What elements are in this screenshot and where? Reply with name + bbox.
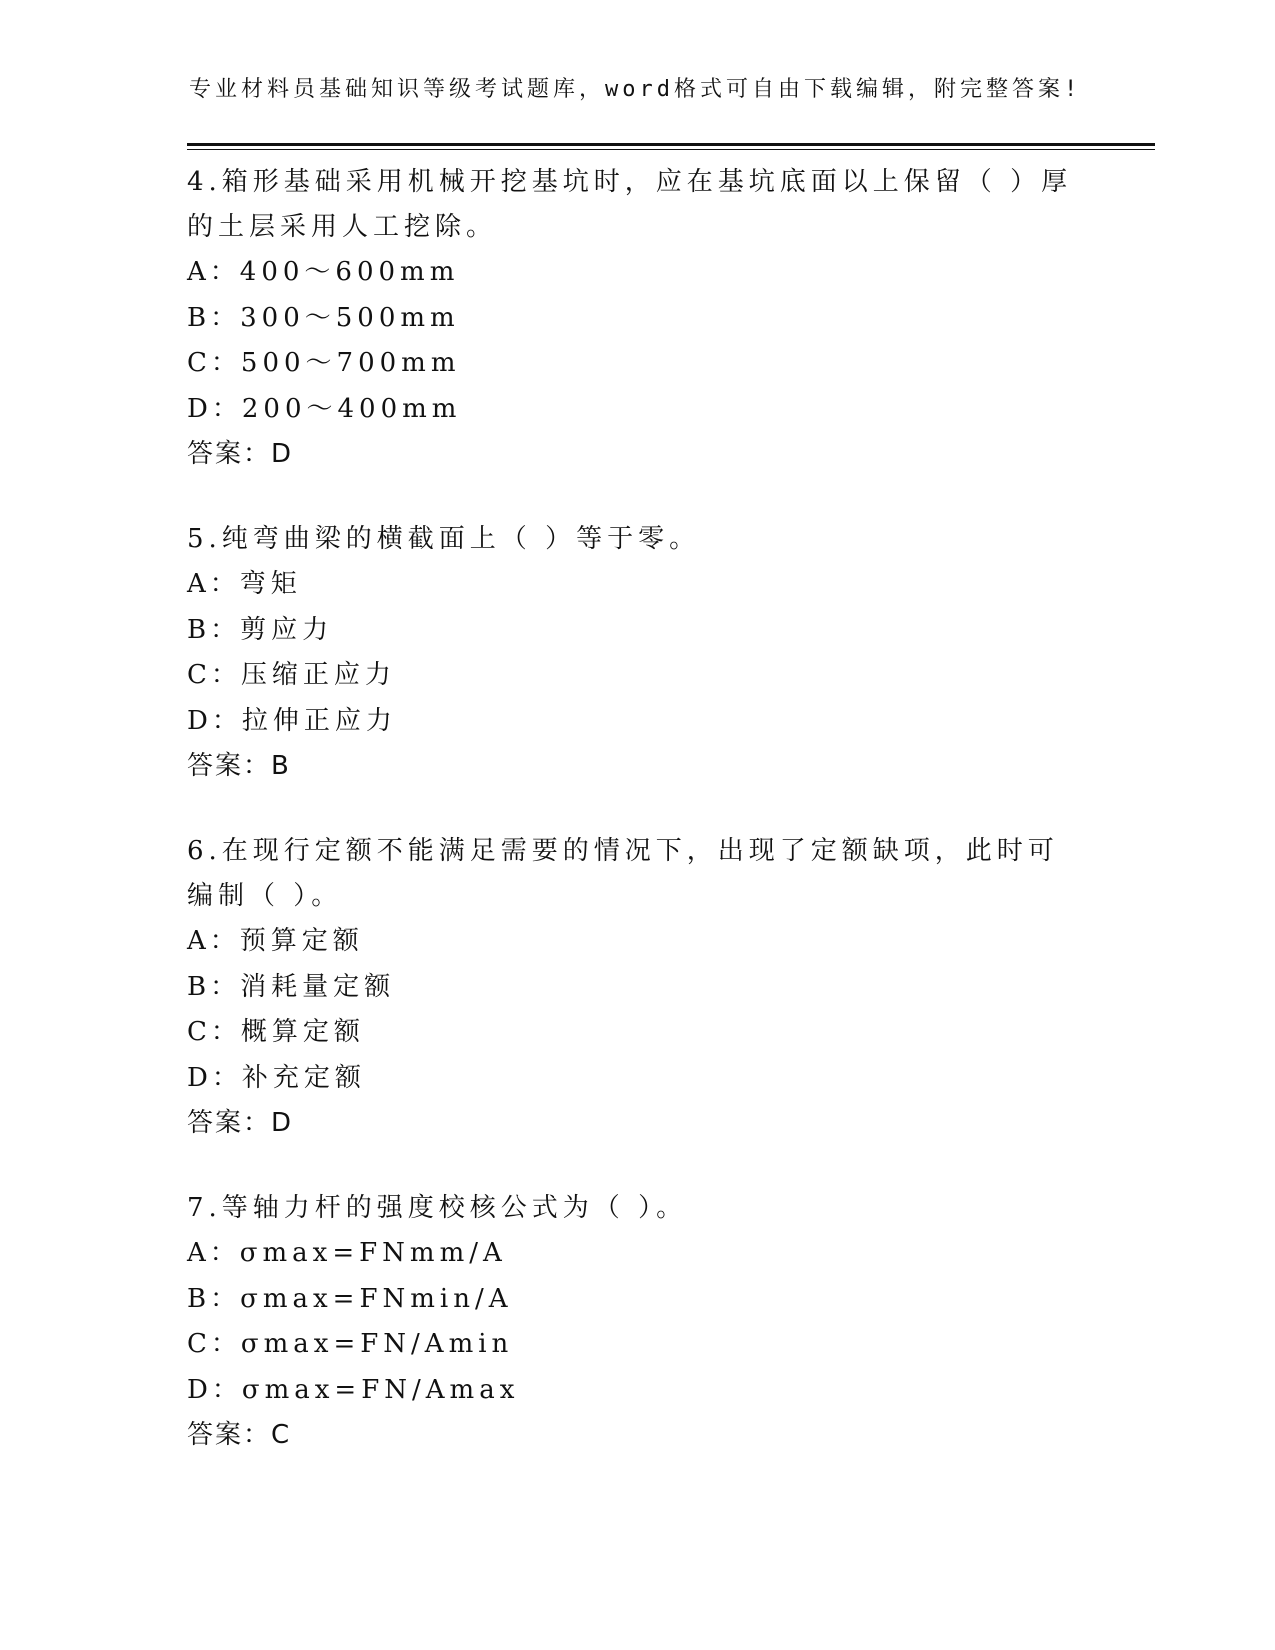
header-rule-thick: [187, 143, 1155, 146]
option-d: [187, 1368, 1087, 1414]
option-text: σmax=FN/Amax: [241, 1374, 520, 1405]
page-header: 专业材料员基础知识等级考试题库，word格式可自由下载编辑，附完整答案!: [189, 77, 1082, 102]
option-text: σmax=FN/Amin: [240, 1329, 514, 1359]
option-label: B：: [187, 302, 241, 333]
option-label: C：: [187, 1017, 241, 1047]
option-label: D：: [187, 1062, 242, 1093]
option-d: [187, 1056, 1087, 1102]
option-b: [187, 296, 1087, 342]
option-d: [187, 699, 1087, 745]
option-label: C：: [187, 348, 241, 378]
option-text: σmax=FNmm/A: [239, 1238, 507, 1268]
option-label: A：: [187, 1238, 240, 1268]
option-label: C：: [187, 1329, 241, 1359]
option-c: [187, 653, 1087, 699]
option-text: 概算定额: [240, 1017, 365, 1047]
option-text: 400～600mm: [239, 257, 460, 287]
option-label: D：: [187, 393, 242, 424]
option-label: D：: [187, 1374, 242, 1405]
option-d: [187, 387, 1087, 433]
option-text: 剪应力: [240, 614, 334, 645]
option-text: 补充定额: [241, 1062, 366, 1093]
option-text: 预算定额: [239, 926, 364, 956]
question-4: [187, 160, 1087, 477]
option-text: 消耗量定额: [240, 971, 396, 1002]
option-a: [187, 562, 1087, 608]
answer-line: 答案：D: [187, 1108, 294, 1138]
option-label: C：: [187, 660, 241, 690]
option-text: σmax=FNmin/A: [240, 1283, 513, 1314]
option-b: [187, 965, 1087, 1011]
option-label: A：: [187, 926, 240, 956]
question-6: [187, 829, 1087, 1146]
option-text: 500～700mm: [240, 348, 461, 378]
answer-line: 答案：C: [187, 1420, 292, 1450]
question-stem: 4.箱形基础采用机械开挖基坑时，应在基坑底面以上保留（ ）厚的土层采用人工挖除。: [187, 167, 1073, 242]
option-label: B：: [187, 1283, 241, 1314]
option-a: [187, 1231, 1087, 1277]
option-text: 300～500mm: [240, 302, 460, 333]
question-7: [187, 1186, 1087, 1458]
option-c: [187, 1010, 1087, 1056]
option-a: [187, 919, 1087, 965]
question-stem: 6.在现行定额不能满足需要的情况下，出现了定额缺项，此时可编制（ ）。: [187, 836, 1059, 911]
option-label: A：: [187, 257, 240, 287]
option-text: 拉伸正应力: [241, 705, 397, 736]
answer-line: 答案：B: [187, 751, 291, 781]
option-b: [187, 1277, 1087, 1323]
option-a: [187, 250, 1087, 296]
option-b: [187, 608, 1087, 654]
question-stem: 5.纯弯曲梁的横截面上（ ）等于零。: [187, 524, 701, 554]
answer-line: 答案：D: [187, 439, 294, 469]
header-rule-thin: [187, 149, 1155, 150]
question-stem: 7.等轴力杆的强度校核公式为（ ）。: [187, 1193, 688, 1223]
option-text: 200～400mm: [241, 393, 462, 424]
option-c: [187, 341, 1087, 387]
question-list: [187, 160, 1087, 1498]
option-label: B：: [187, 614, 241, 645]
question-5: [187, 517, 1087, 789]
option-text: 弯矩: [239, 569, 302, 599]
option-text: 压缩正应力: [240, 660, 396, 690]
option-label: B：: [187, 971, 241, 1002]
option-c: [187, 1322, 1087, 1368]
option-label: D：: [187, 705, 242, 736]
option-label: A：: [187, 569, 240, 599]
